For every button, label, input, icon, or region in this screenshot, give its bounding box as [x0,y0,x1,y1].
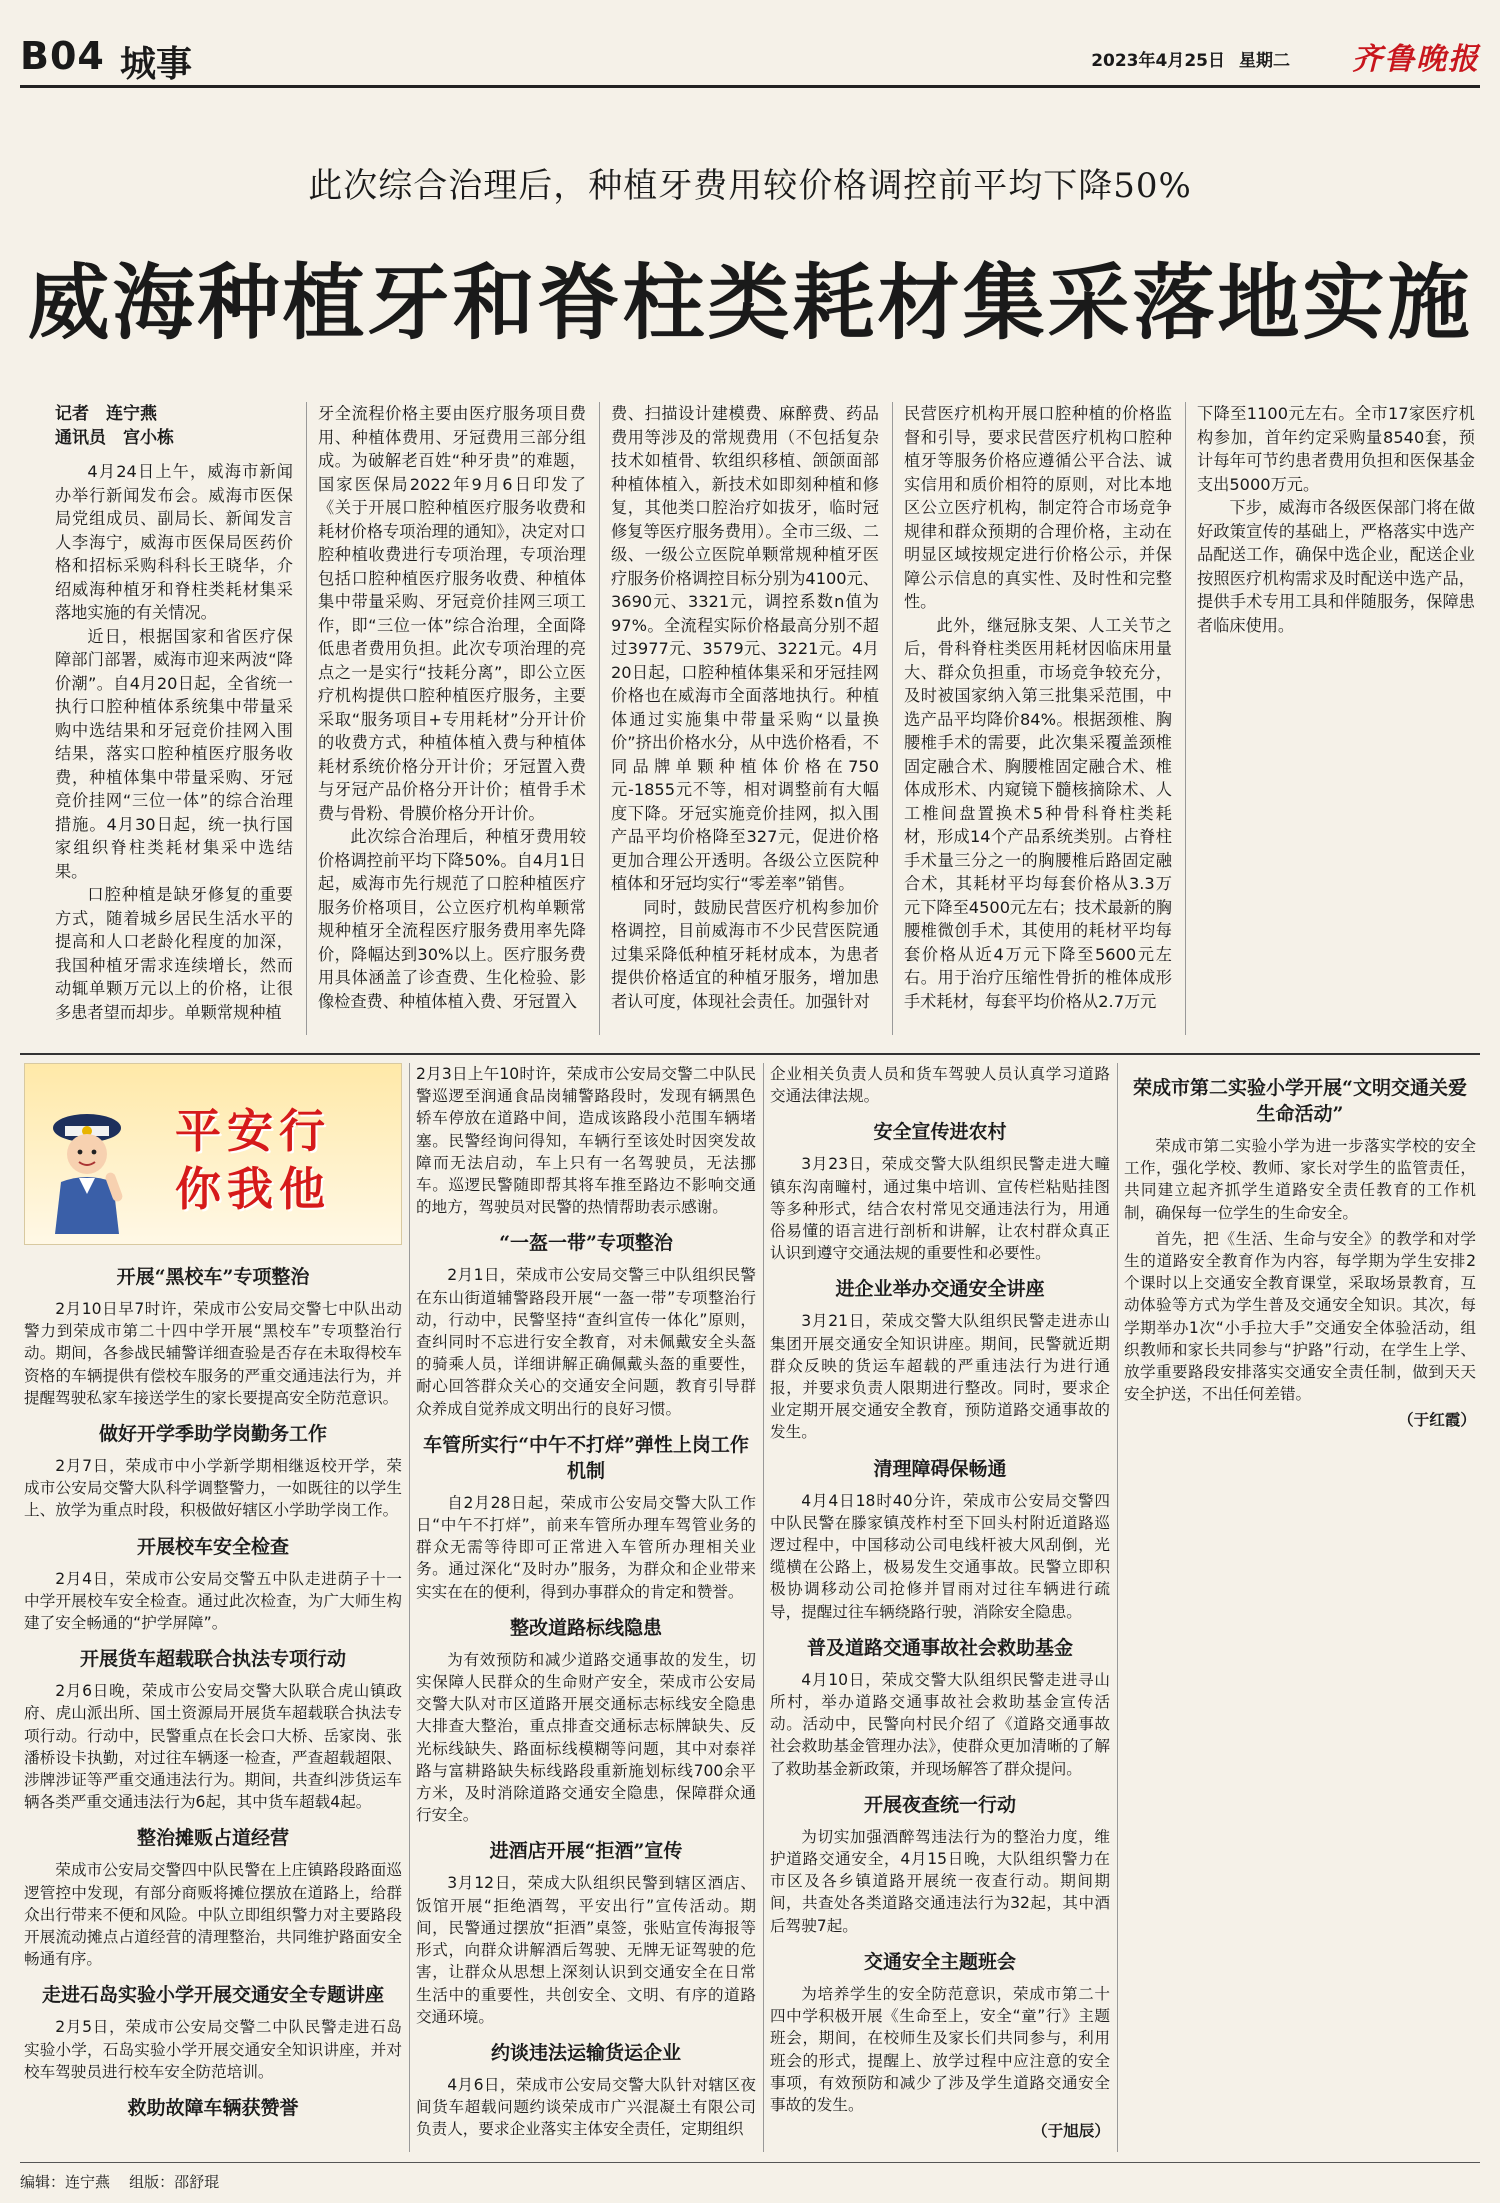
news-headline: 做好开学季助学岗勤务工作 [98,1423,327,1446]
news-headline: 交通安全主题班会 [863,1950,1016,1973]
article-paragraph: 近日，根据国家和省医疗保障部门部署，威海市迎来两波“降价潮”。自4月20日起，全省统一执行口腔种植体系统集中带量采购中选结果和牙冠竞价挂网入围结果，落实口腔种植医疗服务收费，种植体集中带量采购、牙冠竞价挂网“三位一体”的综合治理措施。4月30日起，统一执行国家组织脊柱类耗材集采中选结果。 [55,626,293,881]
article-paragraph: 此外，继冠脉支架、人工关节之后，骨科脊柱类医用耗材因临床用量大、群众负担重，市场竞争较充分，及时被国家纳入第三批集采范围，中选产品平均降价84%。根据颈椎、胸腰椎手术的需要，此次集采覆盖颈椎固定融合术、胸腰椎固定融合术、椎体成形术、内窥镜下髓核摘除术、人工椎间盘置换术5种骨科脊柱类耗材，形成14个产品系统类别。占脊柱手术量三分之一的胸腰椎后路固定融合术，其耗材平均每套价格从3.3万元下降至4500元左右；技术最新的胸腰椎微创手术，其使用的耗材平均每套价格从近4万元下降至5600元左右。用于治疗压缩性骨折的椎体成形手术耗材，每套平均价格从2.7万元 [904,615,1172,1011]
article-column-4 [904,402,1172,1035]
column-rule [1117,1063,1118,2152]
byline [55,402,174,450]
news-headline: 约谈违法运输货运企业 [490,2041,681,2064]
safety-column-1 [24,1252,402,2152]
article-paragraph: 牙全流程价格主要由医疗服务项目费用、种植体费用、牙冠费用三部分组成。为破解老百姓“种牙贵”的难题，国家医保局2022年9月6日印发了《关于开展口腔种植医疗服务收费和耗材价格专项治理的通知》，决定对口腔种植收费进行专项治理，专项治理包括口腔种植医疗服务收费、种植体集中带量采购、牙冠竞价挂网三项工作，即“三位一体”综合治理，全面降低患者费用负担。此次专项治理的亮点之一是实行“技耗分离”，即公立医疗机构提供口腔种植医疗服务，主要采取“服务项目+专用耗材”分开计价的收费方式，种植体植入费与种植体耗材系统价格分开计价；牙冠置入费与牙冠产品价格分开计价；植骨手术费与骨粉、骨膜价格分开计价。 [318,404,586,823]
news-paragraph: 2月1日，荣成市公安局交警三中队组织民警在东山街道辅警路段开展“一盔一带”专项整治行动，行动中，民警坚持“查纠宣传一体化”原则，查纠同时不忘进行安全教育，对未佩戴安全头盔的骑乘人员，详细讲解正确佩戴头盔的重要性，耐心回答群众关心的交通安全问题，教育引导群众养成自觉养成文明出行的良好习惯。 [416,1266,756,1418]
news-paragraph: 首先，把《生活、生命与安全》的教学和对学生的道路安全教育作为内容，每学期为学生安排2个课时以上交通安全教育课堂，采取场景教育，互动体验等方式为学生普及交通安全知识。其次，每学期举办1次“小手拉大手”交通安全体验活动，组织教师和家长共同参与“护路”行动，在学生上学、放学重要路段安排落实交通安全责任制，做到天天安全护送，不出任何差错。 [1124,1229,1476,1404]
news-paragraph: 为切实加强酒醉驾违法行为的整治力度，维护道路交通安全，4月15日晚，大队组织警力在市区及各乡镇道路开展统一夜查行动。期间期间，共查处各类道路交通违法行为32起，其中酒后驾驶7起。 [770,1827,1110,1935]
news-headline: 进酒店开展“拒酒”宣传 [489,1840,683,1863]
column-rule [306,402,307,1035]
section-divider [20,1053,1480,1055]
news-headline: 清理障碍保畅通 [873,1457,1007,1480]
page-number: B04 [20,34,105,78]
column-rule [1185,402,1186,1035]
news-headline: 整改道路标线隐患 [509,1616,662,1639]
article-paragraph: 4月24日上午，威海市新闻办举行新闻发布会。威海市医保局党组成员、副局长、新闻发言人李海宁，威海市医保局医药价格和招标采购科科长王晓华，介绍威海种植牙和脊柱类耗材集采落地实施的有关情况。 [55,462,293,622]
banner-line-1: 平安行 [175,1104,331,1158]
footer-editor: 编辑：连宁燕 [20,2173,111,2191]
police-officer-icon [39,1098,135,1234]
safety-column-3 [770,1063,1110,2152]
article-paragraph: 此次综合治理后，种植牙费用较价格调控前平均下降50%。自4月1日起，威海市先行规范了口腔种植医疗服务价格项目，公立医疗机构单颗常规种植牙全流程医疗服务费用率先降价，降幅达到30%以上。医疗服务费用具体涵盖了诊查费、生化检验、影像检查费、种植体植入费、牙冠置入 [318,827,586,1011]
section-name: 城事 [120,44,193,85]
article-column-1 [55,460,293,1035]
news-headline: 车管所实行“中午不打烊”弹性上岗工作机制 [423,1433,749,1482]
news-headline: 进企业举办交通安全讲座 [835,1278,1045,1301]
column-rule [599,402,600,1035]
byline-correspondent: 通讯员 宫小栋 [55,428,174,448]
news-paragraph: 为有效预防和减少道路交通事故的发生，切实保障人民群众的生命财产安全，荣成市公安局交警大队对市区道路开展交通标志标线安全隐患大排查大整治，重点排查交通标志标牌缺失、反光标线缺失、路面标线模糊等问题，其中对泰祥路与富耕路缺失标线路段重新施划标线700余平方米，及时消除道路交通安全隐患，保障群众通行安全。 [416,1650,756,1825]
news-signature: （于旭辰） [1032,2122,1110,2141]
news-headline: 整治摊贩占道经营 [136,1827,289,1850]
news-headline: 救助故障车辆获赞誉 [127,2097,299,2120]
article-paragraph: 民营医疗机构开展口腔种植的价格监督和引导，要求民营医疗机构口腔种植牙等服务价格应遵循公平合法、诚实信用和质价相符的原则，对比本地区公立医疗机构，制定符合市场竞争规律和群众预期的合理价格，主动在明显区域按规定进行价格公示，并保障公示信息的真实性、及时性和完整性。 [904,404,1172,611]
safety-column-2 [416,1063,756,2152]
article-paragraph: 下降至1100元左右。全市17家医疗机构参加，首年约定采购量8540套，预计每年可节约患者费用负担和医保基金支出5000万元。 [1197,404,1475,494]
news-headline: 荣成市第二实验小学开展“文明交通关爱生命活动” [1133,1077,1467,1125]
news-paragraph: 4月6日，荣成市公安局交警大队针对辖区夜间货车超载问题约谈荣成市广兴混凝土有限公司负责人，要求企业落实主体安全责任，定期组织 [416,2075,756,2139]
news-paragraph: 2月3日上午10时许，荣成市公安局交警二中队民警巡逻至润通食品岗辅警路段时，发现有辆黑色轿车停放在道路中间，造成该路段小范围车辆堵塞。民警经询问得知，车辆行至该处时因突发故障而无法启动，车上只有一名驾驶员，无法挪车。巡逻民警随即帮其将车推至路边不影响交通的地方，驾驶员对民警的热情帮助表示感谢。 [416,1065,756,1217]
footer-designer: 组版：邵舒琨 [129,2173,220,2191]
news-headline: 安全宣传进农村 [873,1121,1007,1144]
column-rule [409,1063,410,2152]
news-paragraph: 2月6日晚，荣成市公安局交警大队联合虎山镇政府、虎山派出所、国土资源局开展货车超载联合执法专项行动。行动中，民警重点在长会口大桥、岳家岗、张潘桥设卡执勤，对过往车辆逐一检查，严查超载超限、涉牌涉证等严重交通违法行为。期间，共查纠涉货运车辆各类严重交通违法行为6起，其中货车超载4起。 [24,1682,402,1812]
news-signature: （于红霞） [1398,1411,1476,1430]
article-title: 威海种植牙和脊柱类耗材集采落地实施 [27,255,1473,351]
banner-slogan [175,1102,331,1218]
news-paragraph: 3月12日，荣成大队组织民警到辖区酒店、饭馆开展“拒绝酒驾，平安出行”宣传活动。期间，民警通过摆放“拒酒”桌签，张贴宣传海报等形式，向群众讲解酒后驾驶、无牌无证驾驶的危害，让群众从思想上深刻认识到交通安全在日常生活中的重要性，共创安全、文明、有序的道路交通环境。 [416,1874,756,2026]
safety-banner [24,1063,402,1245]
news-headline: 普及道路交通事故社会救助基金 [806,1636,1073,1659]
column-rule [892,402,893,1035]
news-paragraph: 2月10日早7时许，荣成市公安局交警七中队出动警力到荣成市第二十四中学开展“黑校车”专项整治行动。期间，各参战民辅警详细查验是否存在未取得校车资格的车辆提供有偿校车服务的严重交通违法行为，并提醒驾驶私家车接送学生的家长要提高安全防范意识。 [24,1300,402,1407]
issue-weekday: 星期二 [1239,51,1290,71]
news-paragraph: 4月10日，荣成交警大队组织民警走进寻山所村，举办道路交通事故社会救助基金宣传活动。活动中，民警向村民介绍了《道路交通事故社会救助基金管理办法》，使群众更加清晰的了解了救助基金新政策，并现场解答了群众提问。 [770,1670,1110,1778]
article-paragraph: 同时，鼓励民营医疗机构参加价格调控，目前威海市不少民营医院通过集采降低种植牙耗材成本，为患者提供价格适宜的种植牙服务，增加患者认可度，体现社会责任。加强针对 [611,897,879,1011]
news-headline: 开展货车超载联合执法专项行动 [79,1648,346,1671]
news-paragraph: 2月7日，荣成市中小学新学期相继返校开学，荣成市公安局交警大队科学调整警力，一如既往的以学生上、放学为重点时段，积极做好辖区小学助学岗工作。 [24,1457,402,1520]
article-paragraph: 下步，威海市各级医保部门将在做好政策宣传的基础上，严格落实中选产品配送工作，确保中选企业，配送企业按照医疗机构需求及时配送中选产品，提供手术专用工具和伴随服务，保障患者临床使用。 [1197,498,1475,635]
safety-column-4 [1124,1063,1476,2152]
news-headline: 开展“黑校车”专项整治 [116,1266,310,1288]
article-paragraph: 口腔种植是缺牙修复的重要方式，随着城乡居民生活水平的提高和人口老龄化程度的加深，我国种植牙需求连续增长，然而动辄单颗万元以上的价格，让很多患者望而却步。单颗常规种植 [55,885,293,1022]
news-paragraph: 2月4日，荣成市公安局交警五中队走进荫子十一中学开展校车安全检查。通过此次检查，为广大师生构建了安全畅通的“护学屏障”。 [24,1569,402,1633]
news-paragraph: 企业相关负责人员和货车驾驶人员认真学习道路交通法律法规。 [770,1065,1110,1106]
banner-line-2: 你我他 [175,1162,331,1216]
news-paragraph: 2月5日，荣成市公安局交警二中队民警走进石岛实验小学，石岛实验小学开展交通安全知识讲座，并对校车驾驶员进行校车安全防范培训。 [24,2018,402,2081]
page-footer [20,2162,1480,2192]
article-subtitle: 此次综合治理后，种植牙费用较价格调控前平均下降50% [308,166,1192,206]
news-paragraph: 自2月28日起，荣成市公安局交警大队工作日“中午不打烊”，前来车管所办理车驾管业务的群众无需等待即可正常进入车管所办理相关业务。通过深化“及时办”服务，为群众和企业带来实实在在的便利，得到办事群众的肯定和赞誉。 [416,1493,756,1601]
article-column-2 [318,402,586,1035]
news-headline: 开展校车安全检查 [136,1535,289,1558]
news-headline: 走进石岛实验小学开展交通安全专题讲座 [41,1984,384,2007]
byline-reporter: 记者 连宁燕 [55,404,157,424]
article-column-5 [1197,402,1475,1035]
newspaper-logo: 齐鲁晚报 [1352,42,1480,77]
issue-date: 2023年4月25日 [1091,51,1225,71]
page-header [20,28,1480,88]
news-paragraph: 3月21日，荣成交警大队组织民警走进赤山集团开展交通安全知识讲座。期间，民警就近期群众反映的货运车超载的严重违法行为进行通报，并要求负责人限期进行整改。同时，要求企业定期开展交通安全教育，预防道路交通事故的发生。 [770,1312,1110,1442]
news-paragraph: 荣成市第二实验小学为进一步落实学校的安全工作，强化学校、教师、家长对学生的监管责任，共同建立起齐抓学生道路安全责任教育的工作机制，确保每一位学生的生命安全。 [1124,1137,1476,1222]
column-rule [763,1063,764,2152]
news-paragraph: 为培养学生的安全防范意识，荣成市第二十四中学积极开展《生命至上，安全“童”行》主题班会，期间，在校师生及家长们共同参与，利用班会的形式，提醒上、放学过程中应注意的安全事项，有效预防和减少了涉及学生道路交通安全事故的发生。 [770,1984,1110,2114]
news-headline: “一盔一带”专项整治 [499,1232,673,1255]
article-column-3 [611,402,879,1035]
news-paragraph: 荣成市公安局交警四中队民警在上庄镇路段路面巡逻管控中发现，有部分商贩将摊位摆放在道路上，给群众出行带来不便和风险。中队立即组织警力对主要路段开展流动摊点占道经营的清理整治，共同维护路面安全畅通有序。 [24,1861,402,1969]
article-paragraph: 费、扫描设计建模费、麻醉费、药品费用等涉及的常规费用（不包括复杂技术如植骨、软组织移植、颌颌面部种植体植入，新技术如即刻种植和修复，其他类口腔治疗如拔牙，临时冠修复等医疗服务费用）。全市三级、二级、一级公立医院单颗常规种植牙医疗服务价格调控目标分别为4100元、3690元、3321元，调控系数n值为97%。全流程实际价格最高分别不超过3977元、3579元、3221元。4月20日起，口腔种植体集采和牙冠挂网价格也在威海市全面落地执行。种植体通过实施集中带量采购“以量换价”挤出价格水分，从中选价格看，不同品牌单颗种植体价格在750元-1855元不等，相对调整前有大幅度下降。牙冠实施竞价挂网，拟入围产品平均价格降至327元，促进价格更加合理公开透明。各级公立医院种植体和牙冠均实行“零差率”销售。 [611,404,879,893]
news-headline: 开展夜查统一行动 [863,1793,1016,1816]
news-paragraph: 3月23日，荣成交警大队组织民警走进大疃镇东沟南疃村，通过集中培训、宣传栏粘贴挂图等多种形式，结合农村常见交通违法行为，用通俗易懂的语言进行剖析和讲解，让农村群众真正认识到遵守交通法规的重要性和必要性。 [770,1155,1110,1263]
news-paragraph: 4月4日18时40分许，荣成市公安局交警四中队民警在滕家镇茂柞村至下回头村附近道路巡逻过程中，中国移动公司电线杆被大风刮倒，光缆横在公路上，极易发生交通事故。民警立即积极协调移动公司抢修并冒雨对过往车辆进行疏导，提醒过往车辆绕路行驶，消除安全隐患。 [770,1491,1110,1621]
